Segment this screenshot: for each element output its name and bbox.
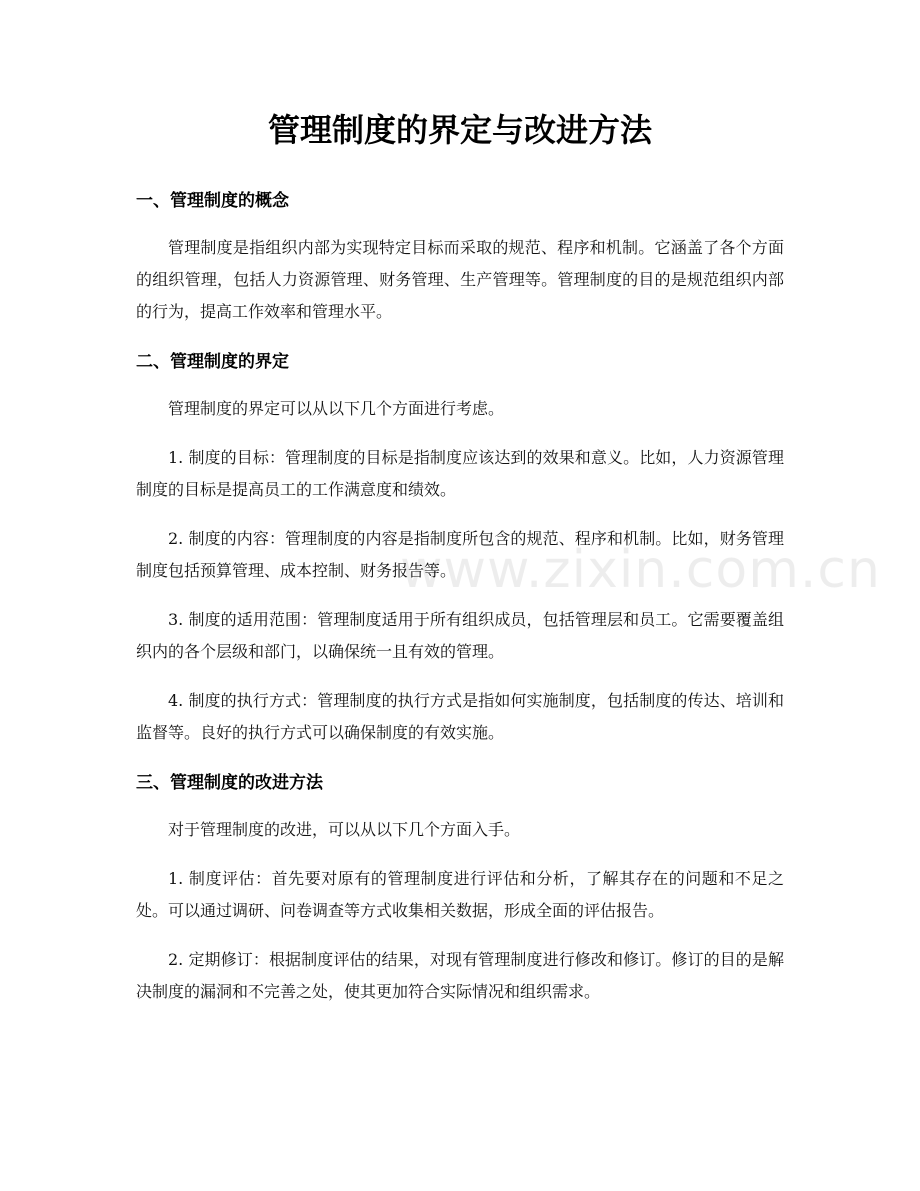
paragraph: 对于管理制度的改进，可以从以下几个方面入手。 [168,820,521,839]
paragraph: 2. 定期修订：根据制度评估的结果，对现有管理制度进行修改和修订。修订的目的是解决制度的漏洞和不完善之处，使其更加符合实际情况和组织需求。 [136,950,784,1001]
watermark: www.zixin.com.cn [400,540,881,600]
paragraph: 1. 制度的目标：管理制度的目标是指制度应该达到的效果和意义。比如，人力资源管理制度的目标是提高员工的工作满意度和绩效。 [136,448,784,499]
paragraph: 3. 制度的适用范围：管理制度适用于所有组织成员，包括管理层和员工。它需要覆盖组织内的各个层级和部门，以确保统一且有效的管理。 [136,610,784,661]
paragraph: 4. 制度的执行方式：管理制度的执行方式是指如何实施制度，包括制度的传达、培训和监督等。良好的执行方式可以确保制度的有效实施。 [136,691,784,742]
paragraph: 管理制度的界定可以从以下几个方面进行考虑。 [168,399,505,418]
document-body [136,184,784,1025]
section-heading: 三、管理制度的改进方法 [136,773,323,793]
section-definition [136,345,784,749]
paragraph: 1. 制度评估：首先要对原有的管理制度进行评估和分析，了解其存在的问题和不足之处。可以通过调研、问卷调查等方式收集相关数据，形成全面的评估报告。 [136,869,784,920]
section-heading: 一、管理制度的概念 [136,191,289,211]
paragraph: 2. 制度的内容：管理制度的内容是指制度所包含的规范、程序和机制。比如，财务管理制度包括预算管理、成本控制、财务报告等。 [136,529,784,580]
paragraph: 管理制度是指组织内部为实现特定目标而采取的规范、程序和机制。它涵盖了各个方面的组织管理，包括人力资源管理、财务管理、生产管理等。管理制度的目的是规范组织内部的行为，提高工作效率和管理水平。 [136,238,784,321]
section-concept [136,184,784,328]
section-improvement [136,766,784,1008]
page-title: 管理制度的界定与改进方法 [267,111,652,149]
section-heading: 二、管理制度的界定 [136,352,289,372]
